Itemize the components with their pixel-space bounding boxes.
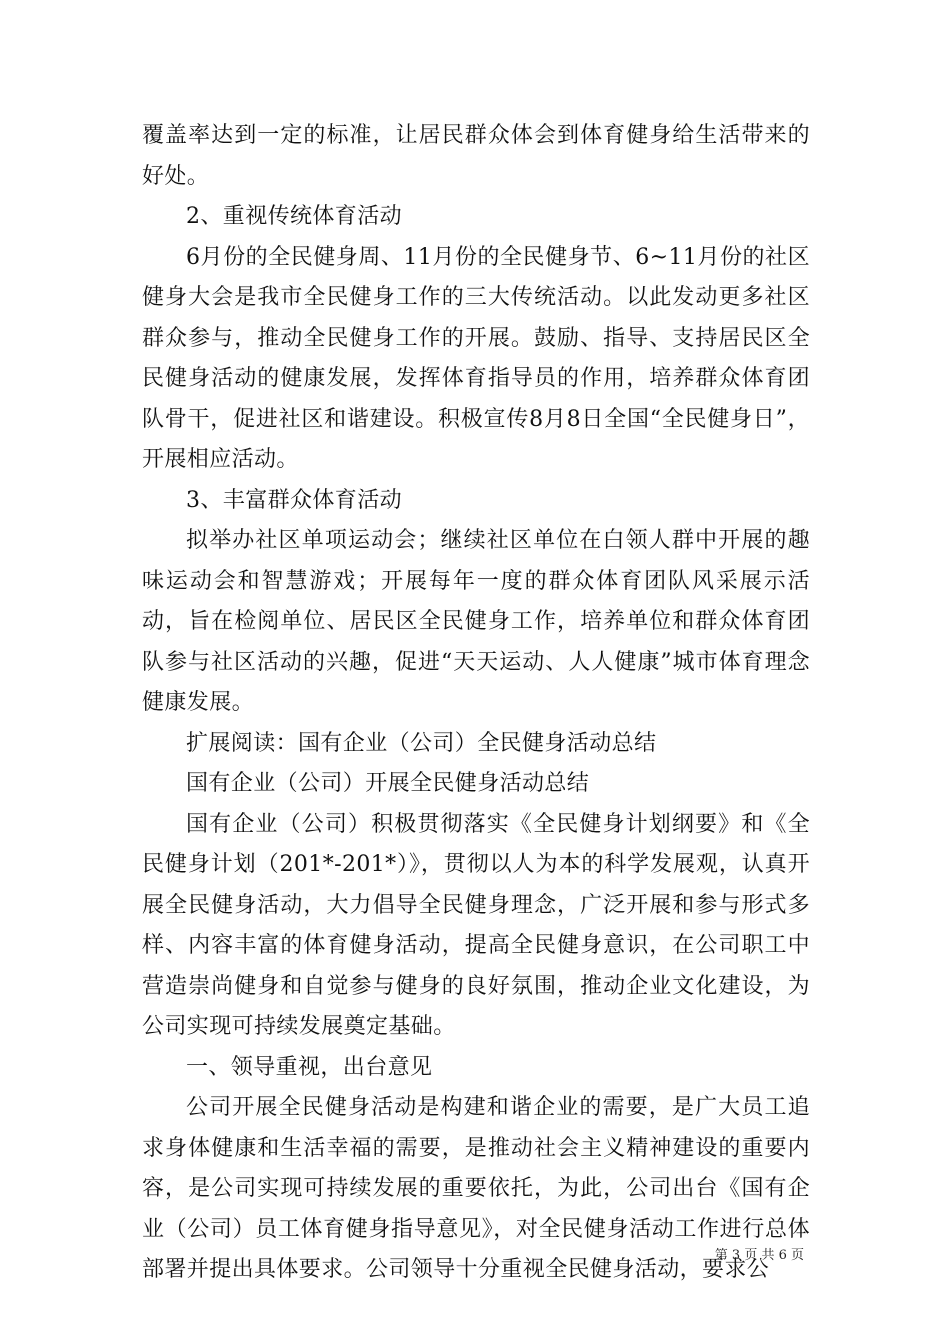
summary-title: 国有企业（公司）开展全民健身活动总结 [186,771,590,796]
heading-leadership: 一、领导重视，出台意见 [186,1054,433,1080]
heading-traditional-activities: 2、重视传统体育活动 [186,204,402,229]
paragraph-summary-intro: 国有企业（公司）积极贯彻落实《全民健身计划纲要》和《全民健身计划（201*-201*）》，贯彻以人为本的科学发展观，认真开展全民健身活动，大力倡导全民健身理念，广泛开展和参与形式多样、内容丰富的体育健身活动，提高全民健身意识，在公司职工中营造崇尚健身和自觉参与健身的良好氛围，推动企业文化建设，为公司实现可持续发展奠定基础。 [142,811,810,1039]
paragraph-continuation: 覆盖率达到一定的标准，让居民群众体会到体育健身给生活带来的好处。 [142,123,810,189]
paragraph-enrich-activities: 拟举办社区单项运动会；继续社区单位在白领人群中开展的趣味运动会和智慧游戏；开展每年一度的群众体育团队风采展示活动，旨在检阅单位、居民区全民健身工作，培养单位和群众体育团队参与社区活动的兴趣，促进“天天运动、人人健康”城市体育理念健康发展。 [142,528,810,715]
heading-enrich-activities: 3、丰富群众体育活动 [186,487,402,513]
paragraph-traditional-activities: 6月份的全民健身周、11月份的全民健身节、6~11月份的社区健身大会是我市全民健身工作的三大传统活动。以此发动更多社区群众参与，推动全民健身工作的开展。鼓励、指导、支持居民区全民健身活动的健康发展，发挥体育指导员的作用，培养群众体育团队骨干，促进社区和谐建设。积极宣传8月8日全国“全民健身日”，开展相应活动。 [142,244,810,472]
page-number: 第 3 页 共 6 页 [714,1248,804,1263]
document-body [142,116,810,1291]
paragraph-leadership: 公司开展全民健身活动是构建和谐企业的需要，是广大员工追求身体健康和生活幸福的需要，是推动社会主义精神建设的重要内容，是公司实现可持续发展的重要依托，为此，公司出台《国有企业（公司）员工体育健身指导意见》，对全民健身活动工作进行总体部署并提出具体要求。公司领导十分重视全民健身活动，要求公 [142,1095,810,1282]
extended-reading-title: 扩展阅读：国有企业（公司）全民健身活动总结 [186,730,657,756]
